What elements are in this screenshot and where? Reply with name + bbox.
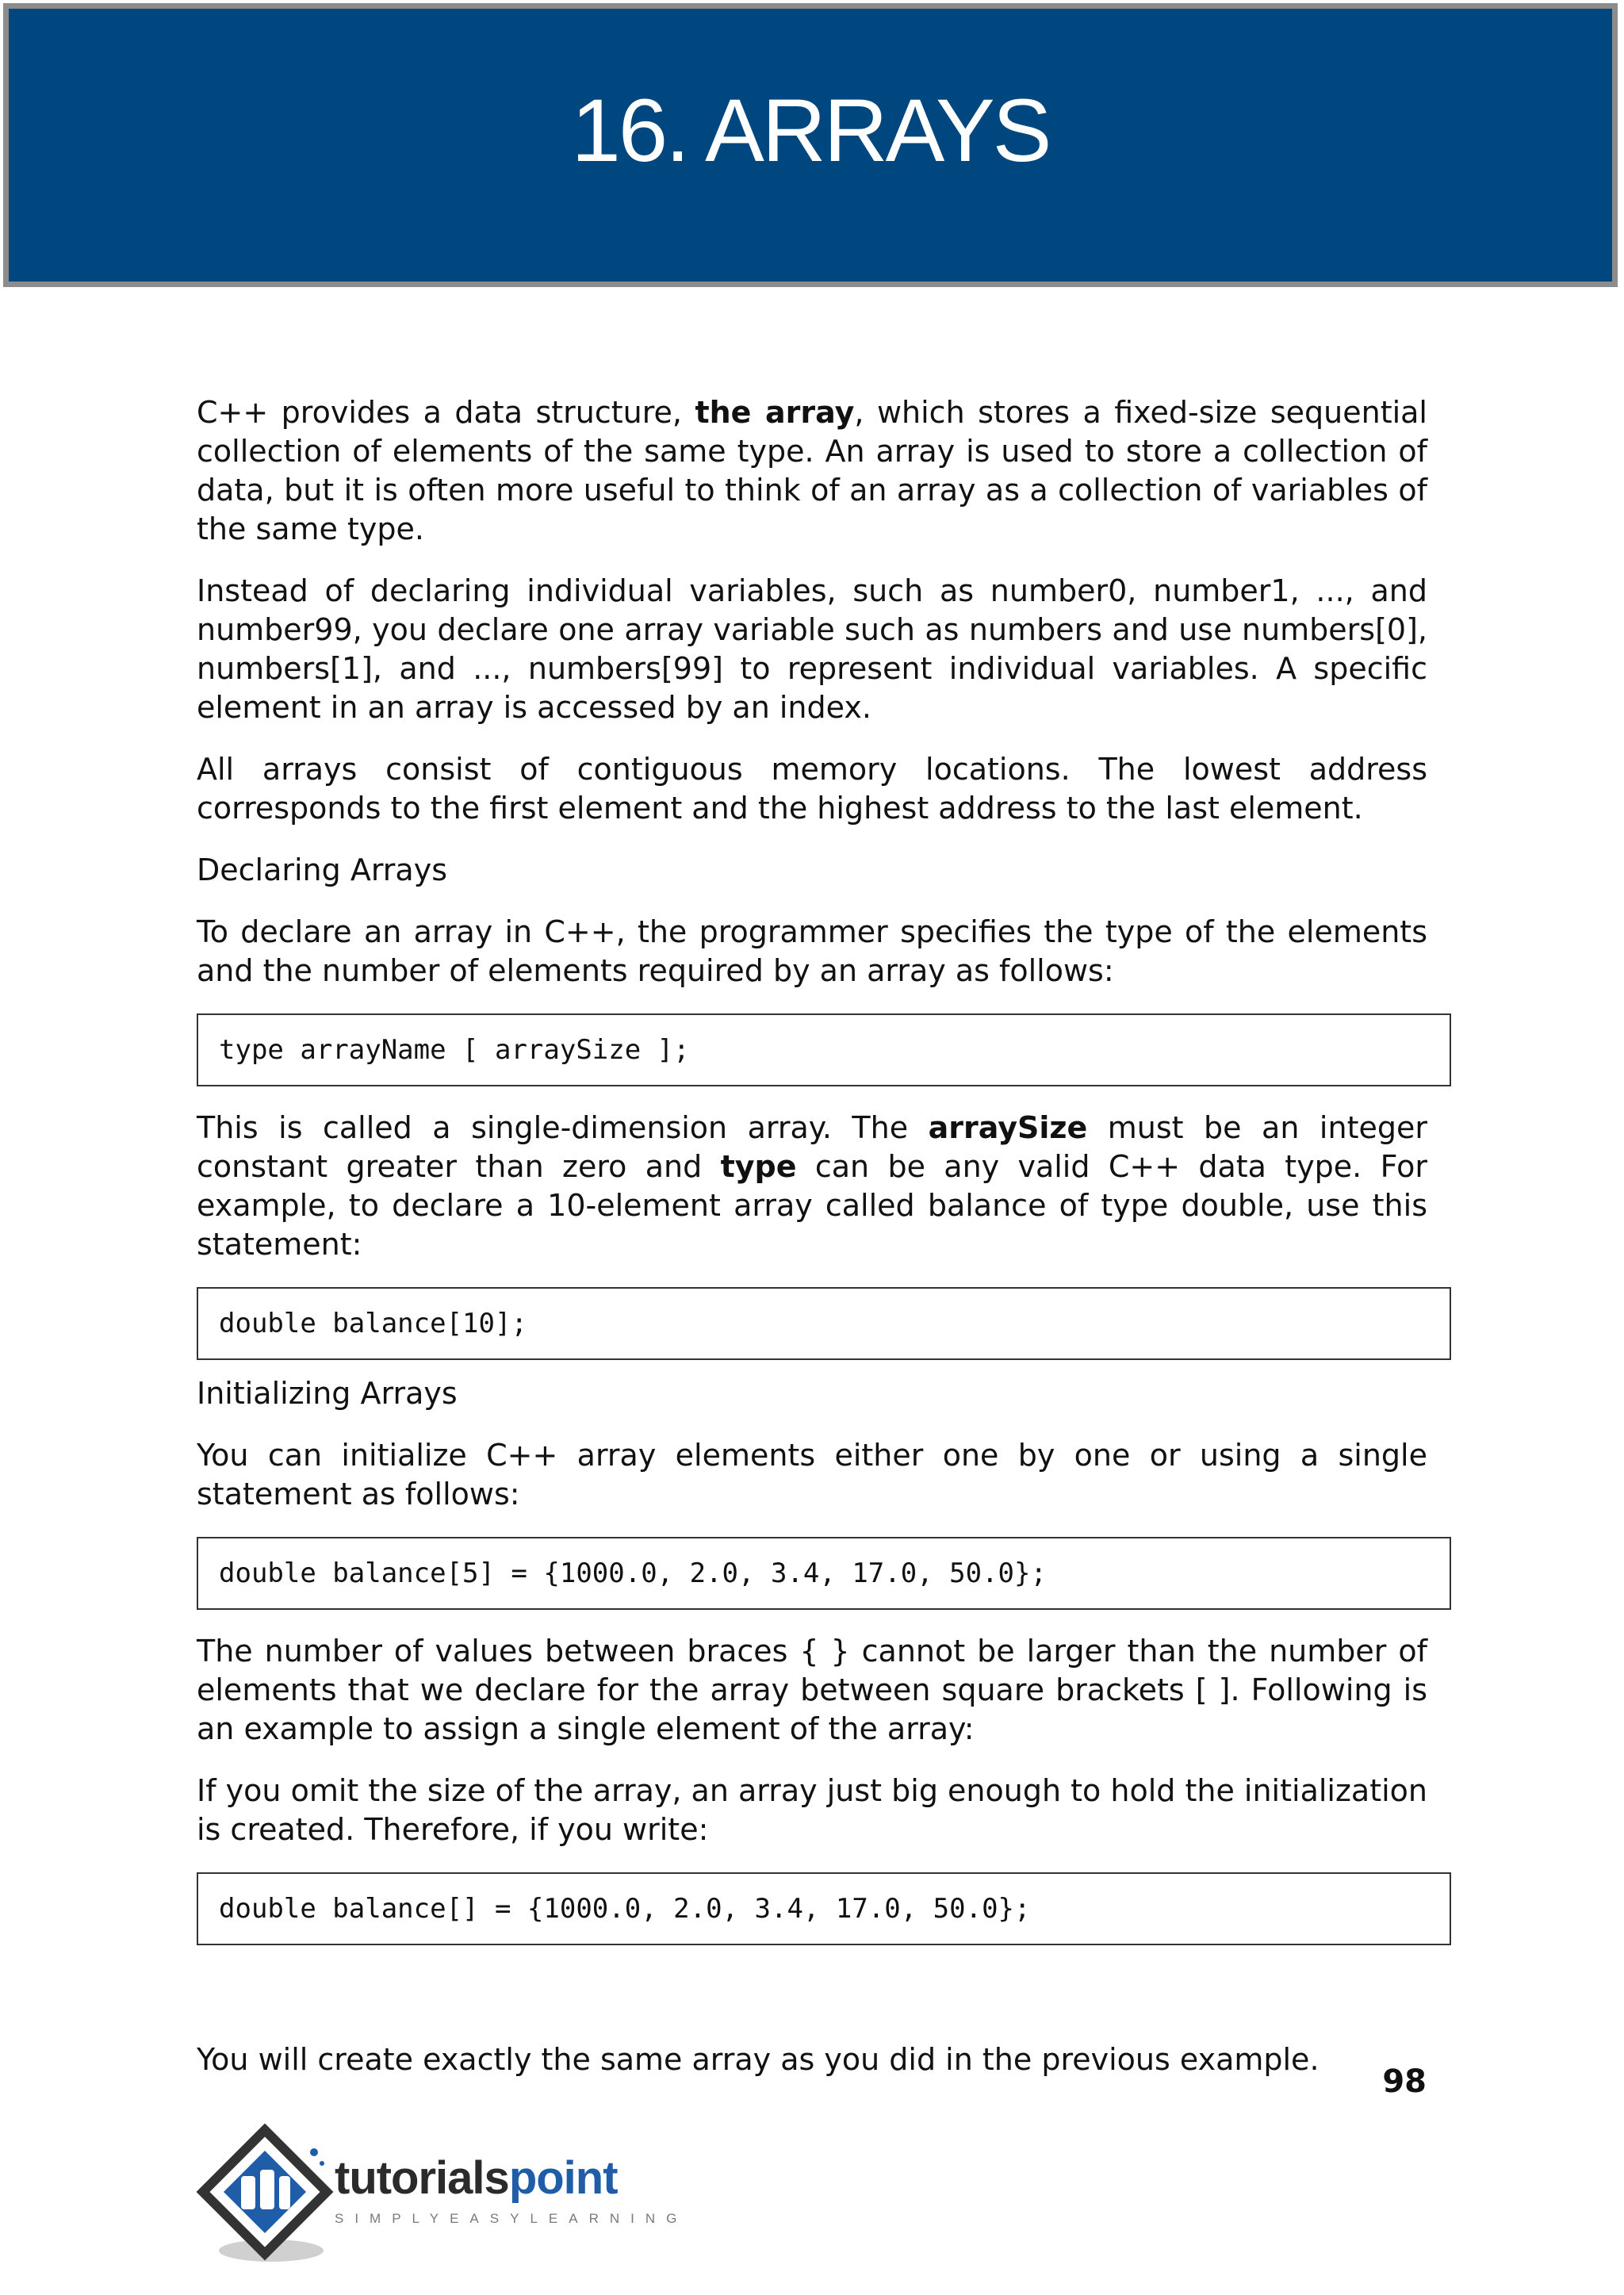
logo-wordmark: tutorialspoint (335, 2152, 618, 2204)
code-block-declaration-syntax: type arrayName [ arraySize ]; (197, 1013, 1451, 1086)
initializing-arrays-heading: Initializing Arrays (197, 1376, 458, 1411)
logo-emblem-icon (195, 2124, 335, 2265)
code-block-balance-declaration: double balance[10]; (197, 1287, 1451, 1360)
single-dimension-text-c: must be an integer constant greater than zero and (197, 1110, 1427, 1184)
logo-tagline: SIMPLYEASYLEARNING (335, 2211, 688, 2226)
intro-bold-term: the array (695, 395, 855, 430)
type-bold: type (720, 1149, 797, 1184)
intro-paragraph (197, 393, 1427, 549)
single-dimension-text-d: can be any valid C++ data type. For example, to declare a 10-element array called balance of type double, use this statement: (197, 1149, 1427, 1262)
braces-paragraph: The number of values between braces { } cannot be larger than the number of elements that we declare for the array between square brackets [ ]. Following is an example to assign a single element of the array: (197, 1634, 1427, 1746)
code-block-unsized-initialization: double balance[] = {1000.0, 2.0, 3.4, 17.0, 50.0}; (197, 1872, 1451, 1945)
intro-text-start: C++ provides a data structure, (197, 395, 682, 430)
individual-variables-paragraph: Instead of declaring individual variables, such as number0, number1, ..., and number99, you declare one array variable such as numbers and use numbers[0], numbers[1], and ..., numbers[99] to represent individual variables. A specific element in an array is accessed by an index. (197, 573, 1427, 725)
declaring-arrays-heading: Declaring Arrays (197, 852, 447, 887)
single-dimension-paragraph (197, 1109, 1427, 1264)
chapter-title: 16. ARRAYS (571, 81, 1050, 180)
tutorialspoint-logo (195, 2124, 687, 2265)
initialize-paragraph: You can initialize C++ array elements either one by one or using a single statement as follows: (197, 1438, 1427, 1511)
single-dimension-text-a: This is called a single-dimension array. The (197, 1110, 909, 1145)
chapter-banner (3, 3, 1618, 287)
page-content (197, 393, 1427, 2102)
intro-text-end: , which stores a fixed-size sequential collection of elements of the same type. An array is used to store a collection of data, but it is often more useful to think of an array as a collection of variables of the same type. (197, 395, 1427, 546)
arraysize-bold: arraySize (928, 1110, 1088, 1145)
code-block-initialization: double balance[5] = {1000.0, 2.0, 3.4, 17.0, 50.0}; (197, 1537, 1451, 1610)
contiguous-memory-paragraph: All arrays consist of contiguous memory locations. The lowest address corresponds to the first element and the highest address to the last element. (197, 752, 1427, 826)
declare-array-paragraph: To declare an array in C++, the programmer specifies the type of the elements and the number of elements required by an array as follows: (197, 914, 1427, 988)
closing-paragraph: You will create exactly the same array as you did in the previous example. (197, 2042, 1320, 2077)
page-number: 98 (1382, 2063, 1427, 2100)
omit-size-paragraph: If you omit the size of the array, an array just big enough to hold the initialization is created. Therefore, if you write: (197, 1773, 1427, 1847)
